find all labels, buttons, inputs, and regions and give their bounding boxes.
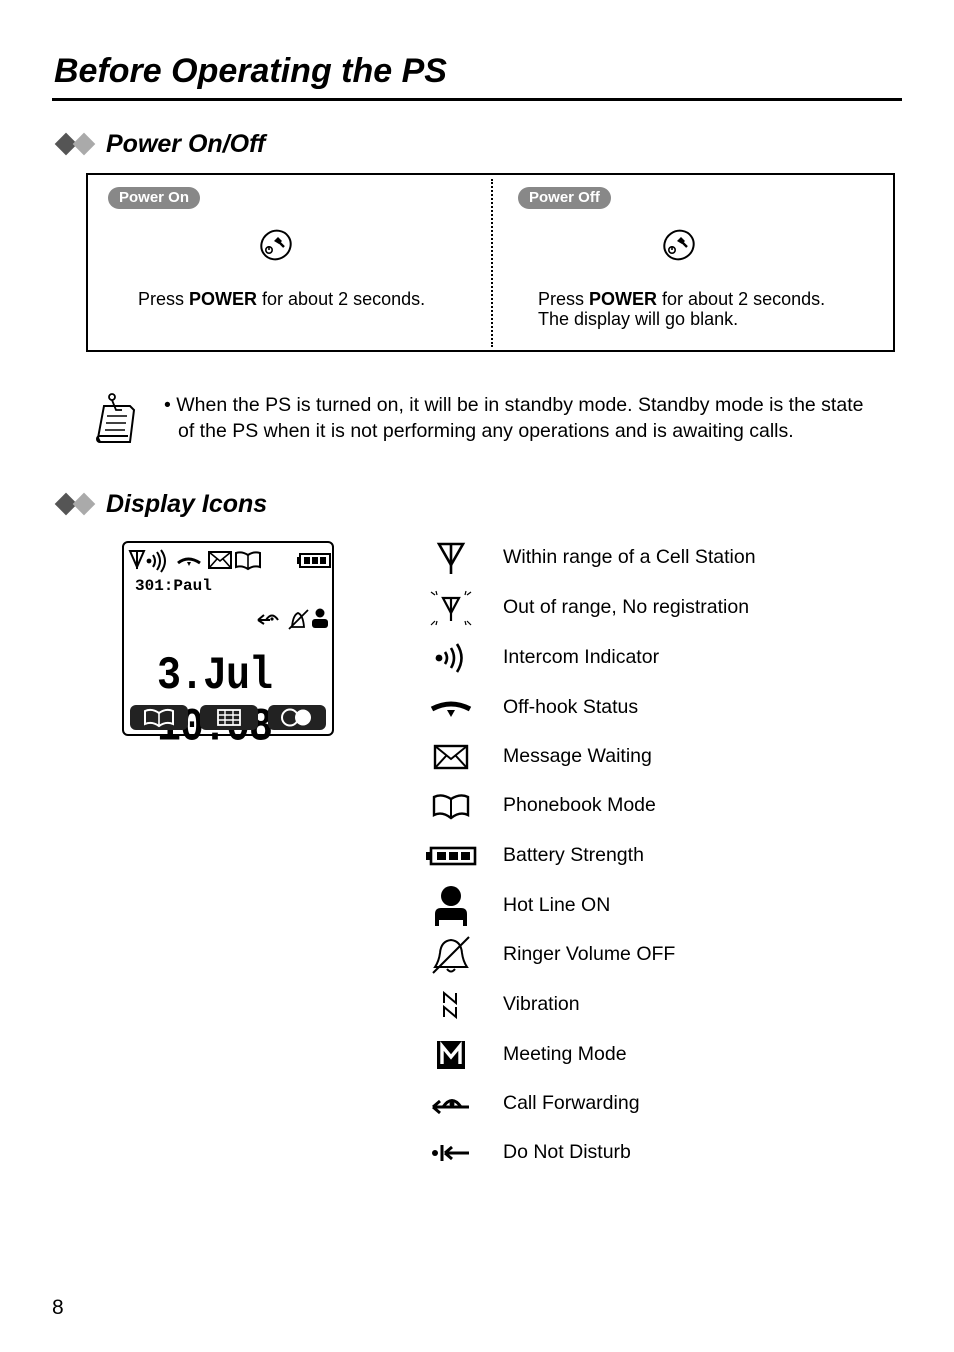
power-on-key: POWER [189, 289, 258, 309]
bell-off-icon [289, 610, 308, 629]
icon-legend-row [424, 1035, 904, 1075]
icon-legend-label: Hot Line ON [503, 894, 611, 916]
icon-legend-label: Do Not Disturb [503, 1141, 631, 1163]
icon-legend-row [424, 836, 904, 876]
icon-legend-row [424, 588, 904, 628]
power-box-divider [491, 179, 493, 347]
icon-legend-label: Vibration [503, 993, 580, 1015]
icon-legend-row [424, 688, 904, 728]
power-on-instruction [138, 289, 425, 309]
intercom-icon [434, 643, 468, 673]
do-not-disturb-icon [431, 1142, 471, 1164]
phonebook-icon [432, 791, 470, 821]
icon-legend-label: Out of range, No registration [503, 596, 750, 618]
antenna-icon [130, 551, 144, 569]
icon-legend-row [424, 1133, 904, 1173]
icon-legend-row [424, 985, 904, 1025]
power-section-heading [54, 130, 265, 159]
icon-legend-row [424, 737, 904, 777]
lcd-extension-name: 301:Paul [135, 577, 212, 595]
power-on-text-before: Press [138, 289, 190, 309]
softkey-circles[interactable] [268, 705, 326, 730]
person-icon [432, 886, 470, 926]
person-icon [312, 609, 328, 629]
lcd-mid-icons [256, 607, 330, 631]
icon-legend-label: Phonebook Mode [503, 794, 656, 816]
note-memo-icon [94, 392, 144, 448]
icon-legend-row [424, 786, 904, 826]
diamond-bullet-icon [54, 492, 100, 518]
battery-icon [425, 845, 477, 867]
vibration-icon [439, 990, 463, 1020]
call-forward-icon [258, 615, 278, 624]
icon-legend-row [424, 886, 904, 926]
icon-legend-label: Within range of a Cell Station [503, 546, 756, 568]
power-on-badge: Power On [108, 187, 200, 209]
double-circle-icon [268, 705, 326, 730]
note-line-1: • When the PS is turned on, it will be in standby mode. Standby mode is the state [164, 394, 864, 416]
envelope-icon [433, 743, 469, 771]
icon-legend-label: Call Forwarding [503, 1092, 640, 1114]
page-number: 8 [52, 1296, 64, 1319]
off-hook-icon [430, 697, 472, 719]
power-instructions-box [86, 173, 895, 352]
title-rule [52, 98, 902, 101]
power-off-key: POWER [589, 289, 658, 309]
power-on-text-after: for about 2 seconds. [257, 289, 426, 309]
power-section-title: Power On/Off [106, 130, 266, 158]
diamond-bullet-icon [54, 132, 100, 158]
note-line-2: of the PS when it is not performing any operations and is awaiting calls. [178, 420, 794, 442]
display-section-title: Display Icons [106, 490, 268, 518]
icon-legend-label: Meeting Mode [503, 1043, 627, 1065]
display-section-heading [54, 490, 267, 519]
page-title: Before Operating the PS [54, 52, 447, 90]
phonebook-icon [130, 705, 188, 730]
softkey-phonebook[interactable] [130, 705, 188, 730]
power-key-icon [258, 227, 294, 263]
softkey-menu[interactable] [200, 705, 258, 730]
power-off-text-after: for about 2 seconds. [657, 289, 826, 309]
envelope-icon [209, 552, 231, 568]
icon-legend-row [424, 935, 904, 975]
lcd-date-time: 3.Jul [157, 651, 273, 703]
antenna-flashing-icon [426, 588, 476, 628]
icon-legend-label: Off-hook Status [503, 696, 639, 718]
power-off-text-before: Press [538, 289, 590, 309]
intercom-icon [147, 550, 165, 572]
icon-legend-row [424, 538, 904, 578]
grid-menu-icon [200, 705, 258, 730]
bell-off-icon [429, 935, 473, 975]
power-off-line2: The display will go blank. [538, 309, 739, 329]
off-hook-icon [178, 559, 200, 566]
power-off-badge: Power Off [518, 187, 611, 209]
icon-legend-row [424, 638, 904, 678]
standby-note [164, 392, 904, 444]
icon-legend-label: Message Waiting [503, 745, 652, 767]
power-off-instruction [538, 289, 825, 329]
lcd-status-bar [128, 547, 332, 573]
antenna-icon [436, 541, 466, 575]
phonebook-icon [236, 552, 260, 569]
icon-legend-label: Battery Strength [503, 844, 644, 866]
power-key-icon [661, 227, 697, 263]
icon-legend-label: Intercom Indicator [503, 646, 660, 668]
battery-icon [297, 554, 330, 567]
meeting-mode-icon [436, 1040, 466, 1070]
icon-legend-label: Ringer Volume OFF [503, 943, 676, 965]
icon-legend-row [424, 1084, 904, 1124]
call-forward-icon [431, 1092, 471, 1116]
lcd-display [122, 541, 334, 736]
